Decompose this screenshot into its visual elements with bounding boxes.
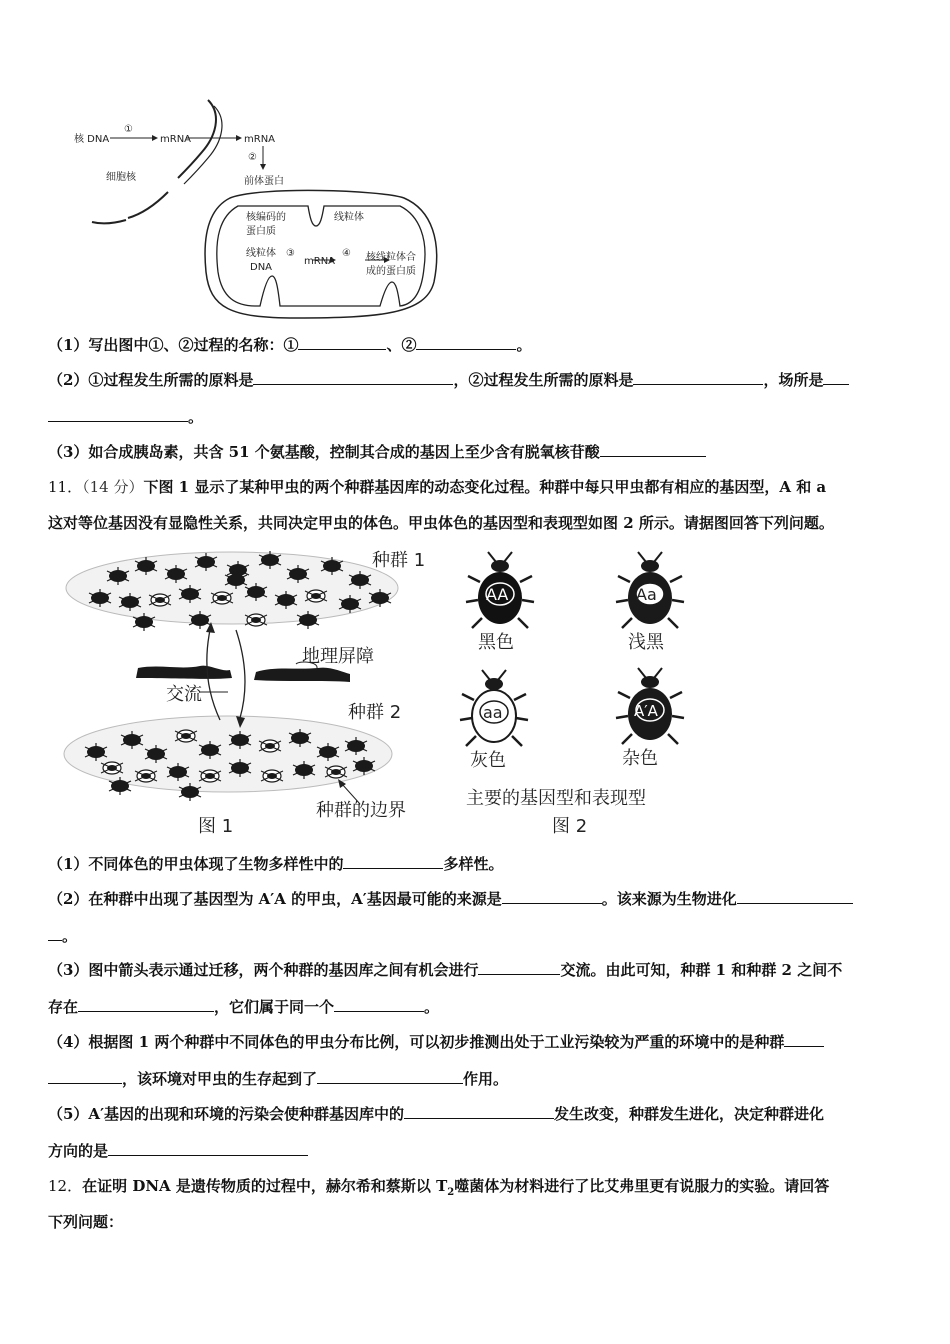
answer-blank[interactable]	[600, 442, 706, 457]
q11-item-3-text: （3）图中箭头表示通过迁移，两个种群的基因库之间有机会进行	[48, 961, 479, 979]
figure-1-caption: 图 1	[198, 816, 234, 837]
q11-item-4-cont	[48, 1068, 904, 1090]
answer-blank[interactable]	[78, 997, 214, 1012]
q11-item-4-text: ，该环境对甲虫的生存起到了	[122, 1070, 318, 1088]
answer-blank[interactable]	[416, 335, 516, 350]
label-mrna: mRNA	[160, 134, 192, 145]
q11-intro-line-2	[48, 512, 904, 534]
q11-item-4	[48, 1031, 904, 1053]
q10-item-2	[48, 369, 904, 391]
phenotype-grey: 灰色	[470, 750, 506, 771]
label-nuclear-protein: 核编码的	[246, 212, 286, 223]
gene-expression-diagram	[60, 92, 460, 332]
nuclear-envelope	[128, 192, 168, 218]
label-combined-protein: 核线粒体合	[366, 252, 416, 263]
answer-blank[interactable]	[478, 960, 560, 975]
q11-item-5-text: 方向的是	[48, 1142, 109, 1160]
answer-blank[interactable]	[334, 997, 424, 1012]
q11-item-2-text: 。该来源为生物进化	[601, 890, 737, 908]
label-step-4: ④	[342, 248, 351, 259]
q10-item-2-end: 。	[188, 408, 204, 426]
answer-blank[interactable]	[823, 370, 849, 385]
q10-item-2-text: （2）①过程发生所需的原料是	[48, 371, 254, 389]
figure-2-caption: 图 2	[552, 816, 588, 837]
genotype-a-prime-a: A′A	[634, 702, 658, 720]
exchange-arrow	[236, 630, 245, 718]
label-step-2: ②	[248, 152, 257, 163]
q12-text: 下列问题：	[48, 1213, 124, 1231]
q11-item-3-text: 存在	[48, 998, 79, 1016]
q11-item-3-text: 交流。由此可知，种群 1 和种群 2 之间不	[560, 961, 843, 979]
label-nucleus: 细胞核	[106, 172, 136, 183]
label-nuclear-protein: 蛋白质	[246, 226, 276, 237]
genotype-aa: AA	[486, 585, 509, 604]
genotype-aa-rec: aa	[483, 703, 503, 722]
label-step-1: ①	[124, 124, 133, 135]
answer-blank[interactable]	[298, 335, 386, 350]
question-number: 12．	[48, 1177, 83, 1195]
label-mrna: mRNA	[304, 256, 336, 267]
answer-blank[interactable]	[404, 1104, 554, 1119]
q12-text: 在证明 DNA 是遗传物质的过程中，赫尔希和蔡斯以 T	[82, 1177, 448, 1195]
q11-item-2-end: 。	[62, 927, 78, 945]
label-mrna: mRNA	[244, 134, 276, 145]
phenotype-black: 黑色	[478, 632, 514, 653]
answer-blank[interactable]	[737, 889, 853, 904]
q10-item-2-cont	[48, 406, 904, 428]
q11-item-2	[48, 888, 904, 910]
label-mito-dna: DNA	[250, 262, 273, 273]
label-step-3: ③	[286, 248, 295, 259]
q10-item-1-end: 。	[516, 336, 532, 354]
geographic-barrier	[136, 666, 232, 679]
q12-line-2	[48, 1211, 904, 1233]
answer-blank[interactable]	[108, 1141, 308, 1156]
population-1-boundary	[66, 552, 398, 624]
q11-item-5-text: （5）A′基因的出现和环境的污染会使种群基因库中的	[48, 1105, 405, 1123]
q11-intro-text: 下图 1 显示了某种甲虫的两个种群基因库的动态变化过程。种群中每只甲虫都有相应的基因型，A 和 a	[143, 478, 827, 496]
q11-item-2-text: （2）在种群中出现了基因型为 A′A 的甲虫，A′基因最可能的来源是	[48, 890, 502, 908]
figure-2-subtitle: 主要的基因型和表现型	[466, 788, 646, 809]
question-score: （14 分）	[82, 478, 144, 496]
label-geographic-barrier: 地理屏障	[302, 646, 374, 667]
q10-item-3-text: （3）如合成胰岛素，共含 51 个氨基酸，控制其合成的基因上至少含有脱氧核苷酸	[48, 443, 600, 461]
q11-item-5	[48, 1103, 904, 1125]
q11-intro-line-1	[48, 476, 904, 498]
q11-item-3-cont	[48, 996, 904, 1018]
phenotype-light-black: 浅黑	[628, 632, 664, 653]
label-population-2: 种群 2	[348, 702, 402, 723]
q10-item-1-text: （1）写出图中①、②过程的名称：①	[48, 336, 299, 354]
q12-text: 噬菌体为材料进行了比艾弗里更有说服力的实验。请回答	[454, 1177, 830, 1195]
q11-item-2-cont	[48, 925, 904, 947]
q11-item-1-text: 多样性。	[443, 855, 504, 873]
q11-item-5-text: 发生改变，种群发生进化，决定种群进化	[554, 1105, 825, 1123]
answer-blank[interactable]	[48, 926, 62, 941]
figure-1-populations	[60, 540, 450, 840]
label-mito-dna: 线粒体	[246, 248, 276, 259]
q12-subscript: 2	[447, 1187, 455, 1198]
q11-item-4-text: （4）根据图 1 两个种群中不同体色的甲虫分布比例，可以初步推测出处于工业污染较为严重的环境中的是种群	[48, 1033, 785, 1051]
label-combined-protein: 成的蛋白质	[366, 266, 416, 277]
q11-item-1	[48, 853, 904, 875]
label-population-1: 种群 1	[372, 550, 426, 571]
label-precursor-protein: 前体蛋白	[244, 176, 284, 187]
answer-blank[interactable]	[317, 1069, 463, 1084]
label-mitochondrion: 线粒体	[334, 212, 364, 223]
answer-blank[interactable]	[48, 1069, 122, 1084]
q11-item-4-text: 作用。	[463, 1070, 509, 1088]
geographic-barrier	[254, 668, 350, 682]
label-nuclear-dna: 核 DNA	[74, 134, 110, 145]
answer-blank[interactable]	[253, 370, 453, 385]
q10-item-1	[48, 334, 904, 356]
genotype-aa-het: Aa	[636, 585, 657, 604]
q10-item-1-sep: 、②	[386, 336, 417, 354]
q10-item-2-text: ，②过程发生所需的原料是	[453, 371, 634, 389]
answer-blank[interactable]	[48, 407, 188, 422]
population-2-boundary	[64, 716, 392, 792]
q11-item-3-text: ，它们属于同一个	[214, 998, 335, 1016]
question-number: 11．	[48, 478, 83, 496]
q11-item-5-cont	[48, 1140, 904, 1162]
label-exchange: 交流	[166, 684, 202, 705]
phenotype-mixed: 杂色	[622, 748, 658, 769]
q12-line-1	[48, 1175, 904, 1204]
q10-item-2-text: ，场所是	[763, 371, 824, 389]
q11-item-3	[48, 959, 904, 981]
answer-blank[interactable]	[633, 370, 763, 385]
q11-intro-text: 这对等位基因没有显隐性关系，共同决定甲虫的体色。甲虫体色的基因型和表现型如图 2 所示。请据图回答下列问题。	[48, 514, 834, 532]
figure-2-genotypes	[456, 540, 716, 840]
label-population-boundary: 种群的边界	[316, 800, 406, 821]
q10-item-3	[48, 441, 904, 463]
q11-item-1-text: （1）不同体色的甲虫体现了生物多样性中的	[48, 855, 344, 873]
answer-blank[interactable]	[784, 1032, 824, 1047]
q11-item-3-end: 。	[424, 998, 440, 1016]
answer-blank[interactable]	[343, 854, 443, 869]
answer-blank[interactable]	[502, 889, 602, 904]
nuclear-envelope	[92, 220, 126, 223]
